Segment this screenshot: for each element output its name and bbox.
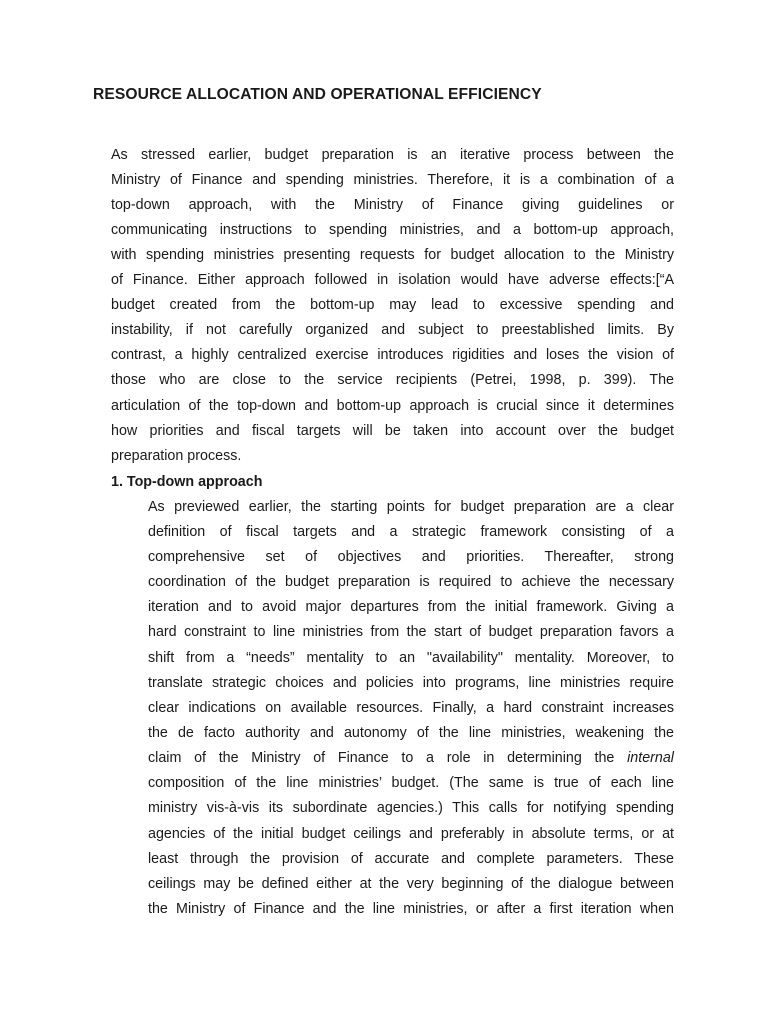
para2-line: the Ministry of Finance and the line ministries, or after a first iteration when xyxy=(148,901,674,917)
para2-line: ceilings may be defined either at the very beginning of the dialogue between xyxy=(148,876,674,892)
para1-line: contrast, a highly centralized exercise introduces rigidities and loses the vision of xyxy=(111,347,674,363)
para1-line: Ministry of Finance and spending ministries. Therefore, it is a combination of a xyxy=(111,172,674,188)
para1-line: communicating instructions to spending ministries, and a bottom-up approach, xyxy=(111,222,674,238)
para2-line: comprehensive set of objectives and priorities. Thereafter, strong xyxy=(148,549,674,565)
para2-line: agencies of the initial budget ceilings and preferably in absolute terms, or at xyxy=(148,826,674,842)
para2-line: shift from a “needs” mentality to an "availability" mentality. Moreover, to xyxy=(148,650,674,666)
para2-line: coordination of the budget preparation is required to achieve the necessary xyxy=(148,574,674,590)
document-title: RESOURCE ALLOCATION AND OPERATIONAL EFFICIENCY xyxy=(93,86,542,103)
para2-line: ministry vis-à-vis its subordinate agencies.) This calls for notifying spending xyxy=(148,800,674,816)
para2-line: iteration and to avoid major departures from the initial framework. Giving a xyxy=(148,599,674,615)
para2-line: hard constraint to line ministries from the start of budget preparation favors a xyxy=(148,624,674,640)
para2-line: composition of the line ministries’ budget. (The same is true of each line xyxy=(148,775,674,791)
para1-line: instability, if not carefully organized and subject to preestablished limits. By xyxy=(111,322,674,338)
para1-line: articulation of the top-down and bottom-up approach is crucial since it determines xyxy=(111,398,674,414)
para1-line: preparation process. xyxy=(111,448,242,464)
section-heading: 1. Top-down approach xyxy=(111,474,263,490)
para1-line: with spending ministries presenting requests for budget allocation to the Ministry xyxy=(111,247,674,263)
para2-line: As previewed earlier, the starting points for budget preparation are a clear xyxy=(148,499,674,515)
para2-line: translate strategic choices and policies into programs, line ministries require xyxy=(148,675,674,691)
para2-line-text: claim of the Ministry of Finance to a role in determining the xyxy=(148,750,615,766)
para2-line: clear indications on available resources. Finally, a hard constraint increases xyxy=(148,700,674,716)
para2-line: definition of fiscal targets and a strategic framework consisting of a xyxy=(148,524,674,540)
para1-line: budget created from the bottom-up may lead to excessive spending and xyxy=(111,297,674,313)
italic-word: internal xyxy=(627,750,674,766)
para1-line: those who are close to the service recipients (Petrei, 1998, p. 399). The xyxy=(111,372,674,388)
para1-line: top-down approach, with the Ministry of Finance giving guidelines or xyxy=(111,197,674,213)
para1-line: As stressed earlier, budget preparation is an iterative process between the xyxy=(111,147,674,163)
para1-line: of Finance. Either approach followed in isolation would have adverse effects:[“A xyxy=(111,272,674,288)
para2-line: least through the provision of accurate and complete parameters. These xyxy=(148,851,674,867)
para2-line: the de facto authority and autonomy of the line ministries, weakening the xyxy=(148,725,674,741)
para2-line xyxy=(148,746,674,771)
para1-line: how priorities and fiscal targets will be taken into account over the budget xyxy=(111,423,674,439)
